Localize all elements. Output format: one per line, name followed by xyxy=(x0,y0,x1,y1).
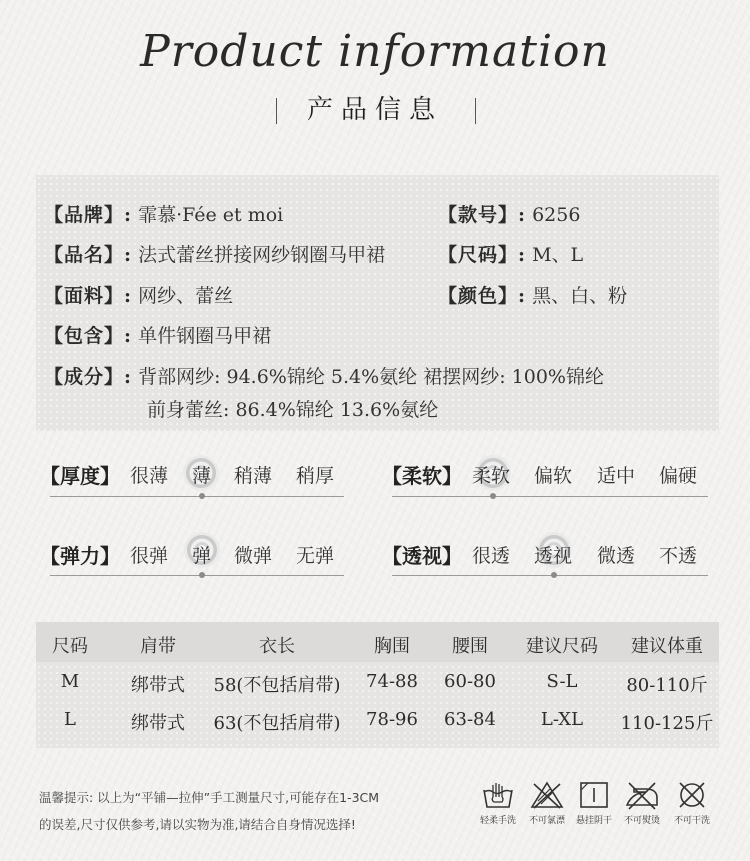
no-iron-icon xyxy=(624,780,660,810)
scale-thickness-line xyxy=(50,496,344,497)
info-size xyxy=(438,240,583,267)
size-table-header-waist: 腰围 xyxy=(452,636,488,657)
size-table-header-bust: 胸围 xyxy=(374,636,410,657)
scale-softness-opt-3: 适中 xyxy=(597,465,636,487)
scale-softness-opt-2: 偏软 xyxy=(534,465,573,487)
scale-elasticity-opt-4: 无弹 xyxy=(296,545,335,567)
care-no-dry-clean xyxy=(668,780,716,826)
info-model-key: 【款号】: xyxy=(438,204,527,226)
page-title-cn-wrap xyxy=(0,92,750,128)
care-label: 不可氯漂 xyxy=(528,816,565,826)
scale-thickness-opt-4: 稍厚 xyxy=(296,465,335,487)
info-includes-value: 单件钢圈马甲裙 xyxy=(138,325,272,347)
info-composition xyxy=(44,362,604,389)
scale-thickness-marker xyxy=(199,493,205,499)
size-table-header-size: 尺码 xyxy=(52,636,88,657)
scale-thickness-label: 【厚度】 xyxy=(40,464,120,488)
size-table-cell: M xyxy=(60,671,80,692)
info-fabric-value: 网纱、蕾丝 xyxy=(138,285,234,307)
size-table-cell: 60-80 xyxy=(444,671,496,692)
scale-softness-label: 【柔软】 xyxy=(382,464,462,488)
info-name-key: 【品名】: xyxy=(44,244,133,266)
care-no-iron xyxy=(618,780,666,826)
info-brand-key: 【品牌】: xyxy=(44,204,133,226)
size-table-cell: 80-110斤 xyxy=(626,675,708,696)
info-size-key: 【尺码】: xyxy=(438,244,527,266)
care-label: 悬挂阴干 xyxy=(575,816,612,826)
care-label: 轻柔手洗 xyxy=(479,816,516,826)
no-dry-clean-icon xyxy=(675,780,709,810)
info-brand-value: 霏慕·Fée et moi xyxy=(138,204,284,226)
scale-thickness-opt-2: 薄 xyxy=(192,465,212,487)
scale-elasticity-marker xyxy=(199,572,205,578)
care-hang-dry xyxy=(570,780,618,826)
size-table-header-suggest-size: 建议尺码 xyxy=(526,636,598,657)
size-table-header-suggest-weight: 建议体重 xyxy=(631,636,703,657)
hand-wash-icon xyxy=(481,780,515,810)
scale-thickness-opt-1: 很薄 xyxy=(130,465,169,487)
scale-softness-line xyxy=(392,496,708,497)
scale-transparency-line xyxy=(392,575,708,576)
hang-dry-icon xyxy=(577,780,611,810)
size-table-cell: 110-125斤 xyxy=(620,713,714,734)
info-name xyxy=(44,240,385,267)
info-fabric xyxy=(44,281,233,308)
size-table-cell: 63(不包括肩带) xyxy=(213,713,341,734)
info-fabric-key: 【面料】: xyxy=(44,285,133,307)
scale-transparency-marker xyxy=(551,572,557,578)
scale-transparency-opt-1: 很透 xyxy=(472,545,511,567)
tip-line-1: 温馨提示: 以上为“平铺—拉伸”手工测量尺寸,可能存在1-3CM xyxy=(39,790,380,805)
info-includes xyxy=(44,321,271,348)
size-table-cell: L xyxy=(64,709,76,730)
scale-elasticity-opt-2: 弹 xyxy=(192,545,212,567)
info-composition-key: 【成分】: xyxy=(44,366,133,388)
size-table-header-length: 衣长 xyxy=(259,636,295,657)
care-no-bleach xyxy=(523,780,571,826)
size-table-cell: 绑带式 xyxy=(131,675,185,696)
scale-transparency-opt-2: 透视 xyxy=(534,545,573,567)
size-table-cell: 58(不包括肩带) xyxy=(213,675,341,696)
care-hand-wash xyxy=(474,780,522,826)
page-title-cn: 产品信息 xyxy=(306,95,443,125)
scale-softness-opt-1: 柔软 xyxy=(472,465,511,487)
title-divider-left xyxy=(276,98,277,124)
scale-transparency-opt-3: 微透 xyxy=(597,545,636,567)
scale-thickness-opt-3: 稍薄 xyxy=(234,465,273,487)
info-composition-line2: 前身蕾丝: 86.4%锦纶 13.6%氨纶 xyxy=(147,399,439,421)
scale-transparency-opt-4: 不透 xyxy=(659,545,698,567)
info-brand xyxy=(44,200,283,227)
scale-softness-marker xyxy=(490,493,496,499)
size-table-cell: 绑带式 xyxy=(131,713,185,734)
info-color-key: 【颜色】: xyxy=(438,285,527,307)
tip-line-2: 的误差,尺寸仅供参考,请以实物为准,请结合自身情况选择! xyxy=(39,817,356,832)
scale-elasticity-opt-1: 很弹 xyxy=(130,545,169,567)
info-composition-line1: 背部网纱: 94.6%锦纶 5.4%氨纶 裙摆网纱: 100%锦纶 xyxy=(138,366,604,388)
size-table-cell: 74-88 xyxy=(366,671,418,692)
page-title-en: Product information xyxy=(140,26,610,77)
scale-elasticity-opt-3: 微弹 xyxy=(234,545,273,567)
size-table-header-strap: 肩带 xyxy=(140,636,176,657)
info-composition-line2-row xyxy=(147,395,438,422)
scale-elasticity-line xyxy=(50,575,344,576)
size-table-cell: L-XL xyxy=(540,709,584,730)
no-bleach-icon xyxy=(530,780,564,810)
scale-elasticity-label: 【弹力】 xyxy=(40,544,120,568)
info-model-value: 6256 xyxy=(532,204,581,226)
size-table-cell: S-L xyxy=(546,671,578,692)
info-color-value: 黑、白、粉 xyxy=(532,285,628,307)
info-model xyxy=(438,200,580,227)
scale-transparency-label: 【透视】 xyxy=(382,544,462,568)
size-table-cell: 78-96 xyxy=(366,709,418,730)
scale-softness-opt-4: 偏硬 xyxy=(659,465,698,487)
info-name-value: 法式蕾丝拼接网纱钢圈马甲裙 xyxy=(138,244,386,266)
care-label: 不可熨烫 xyxy=(623,816,660,826)
care-label: 不可干洗 xyxy=(673,816,710,826)
info-includes-key: 【包含】: xyxy=(44,325,133,347)
info-color xyxy=(438,281,627,308)
title-divider-right xyxy=(475,98,476,124)
size-table-cell: 63-84 xyxy=(444,709,496,730)
info-size-value: M、L xyxy=(532,244,584,266)
